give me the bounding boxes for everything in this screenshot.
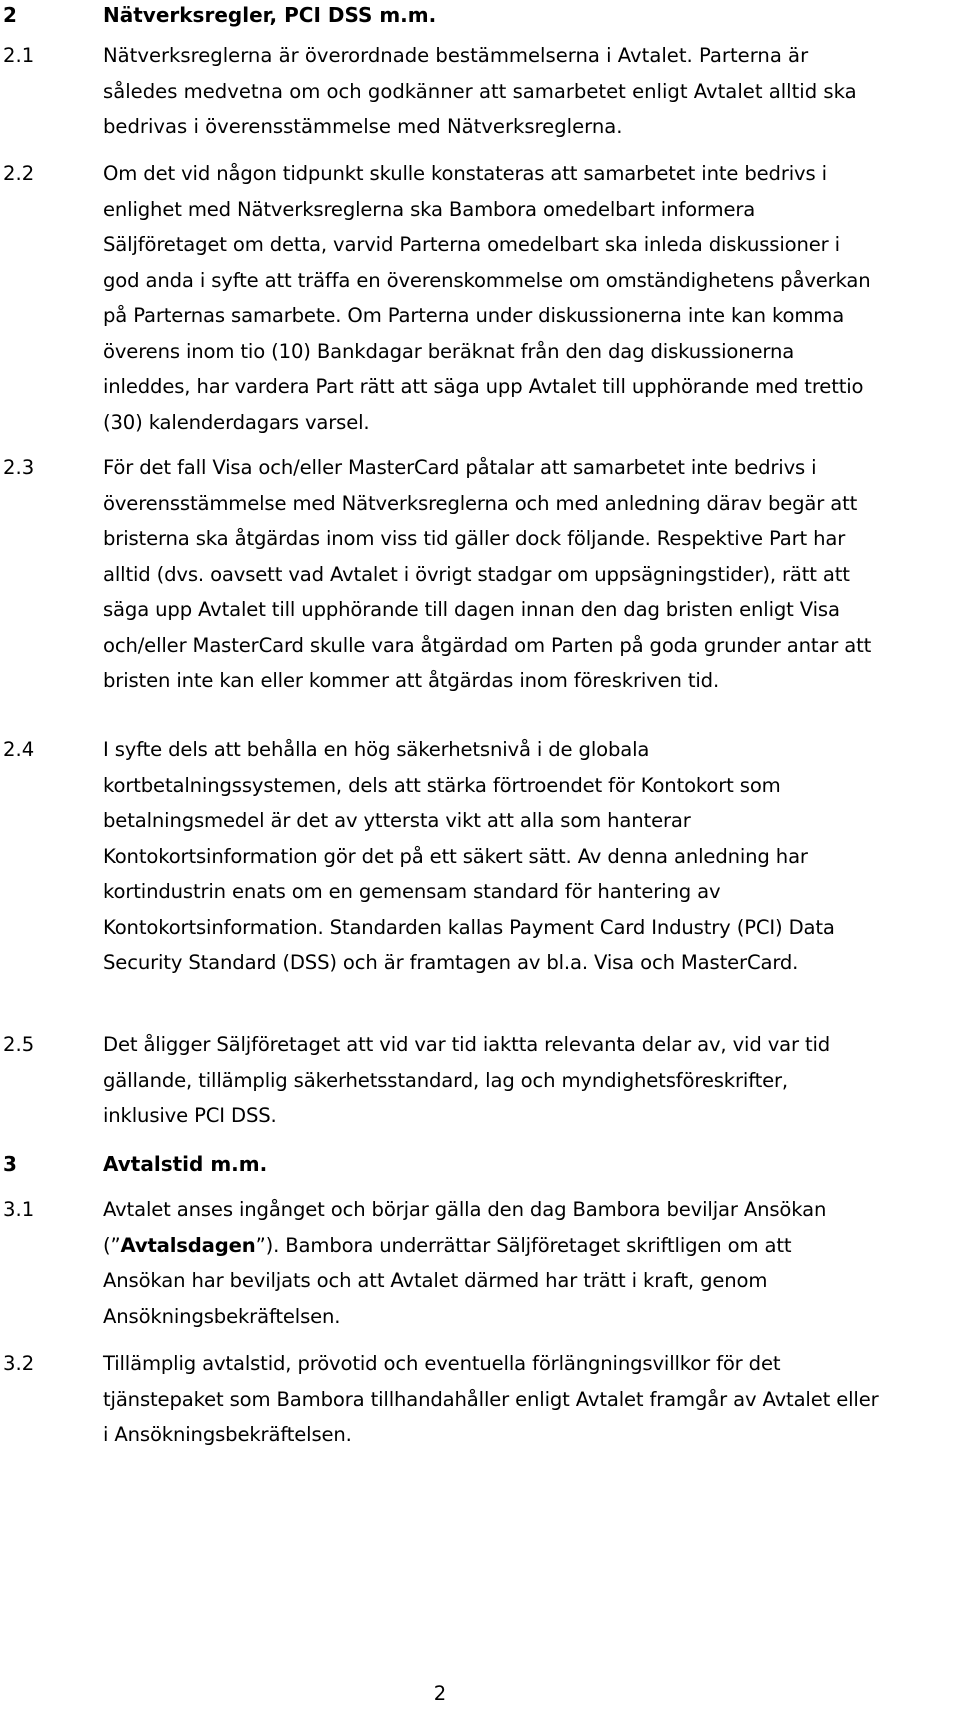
clause-number: 3.1	[3, 1198, 35, 1221]
clause-text: Nätverksreglerna är överordnade bestämmelserna i Avtalet. Parterna är således medvetna om och godkänner att samarbetet enligt Avtalet alltid ska bedrivas i överensstämmelse med Nätverksreglerna.	[103, 44, 857, 138]
section-title: Avtalstid m.m.	[103, 1152, 268, 1176]
clause-text-after: ”). Bambora underrättar Säljföretaget skriftligen om att Ansökan har beviljats och att Avtalet därmed har trätt i kraft, genom Ansökningsbekräftelsen.	[103, 1233, 792, 1328]
section-number: 2	[3, 3, 17, 27]
clause-number: 2.4	[3, 738, 35, 761]
clause-text: Tillämplig avtalstid, prövotid och eventuella förlängningsvillkor för det tjänstepaket som Bambora tillhandahåller enligt Avtalet framgår av Avtalet eller i Ansökningsbekräftelsen.	[103, 1352, 879, 1446]
defined-term: Avtalsdagen	[120, 1233, 256, 1257]
clause-text: Det åligger Säljföretaget att vid var tid iaktta relevanta delar av, vid var tid gällande, tillämplig säkerhetsstandard, lag och myndighetsföreskrifter, inklusive PCI DSS.	[103, 1033, 831, 1127]
clause-number: 2.3	[3, 456, 35, 479]
clause-number: 2.5	[3, 1033, 35, 1056]
section-title: Nätverksregler, PCI DSS m.m.	[103, 3, 437, 27]
clause-text-before: Avtalet anses ingånget och börjar gälla den dag Bambora beviljar Ansökan (”	[103, 1198, 827, 1257]
clause-text	[103, 1192, 879, 1334]
clause-text: Om det vid någon tidpunkt skulle konstateras att samarbetet inte bedrivs i enlighet med Nätverksreglerna ska Bambora omedelbart informera Säljföretaget om detta, varvid Parterna omedelbart ska inleda diskussioner i god anda i syfte att träffa en överenskommelse om omständighetens påverkan på Parternas samarbete. Om Parterna under diskussionerna inte kan komma överens inom tio (10) Bankdagar beräknat från den dag diskussionerna inleddes, har vardera Part rätt att säga upp Avtalet till upphörande med trettio (30) kalenderdagars varsel.	[103, 162, 871, 434]
clause-number: 3.2	[3, 1352, 35, 1375]
clause-text: I syfte dels att behålla en hög säkerhetsnivå i de globala kortbetalningssystemen, dels att stärka förtroendet för Kontokort som betalningsmedel är det av yttersta vikt att alla som hanterar Kontokortsinformation gör det på ett säkert sätt. Av denna anledning har kortindustrin enats om en gemensam standard för hantering av Kontokortsinformation. Standarden kallas Payment Card Industry (PCI) Data Security Standard (DSS) och är framtagen av bl.a. Visa och MasterCard.	[103, 738, 835, 974]
clause-number: 2.1	[3, 44, 35, 67]
clause-text: För det fall Visa och/eller MasterCard påtalar att samarbetet inte bedrivs i överensstämmelse med Nätverksreglerna och med anledning därav begär att bristerna ska åtgärdas inom viss tid gäller dock följande. Respektive Part har alltid (dvs. oavsett vad Avtalet i övrigt stadgar om uppsägningstider), rätt att säga upp Avtalet till upphörande till dagen innan den dag bristen enligt Visa och/eller MasterCard skulle vara åtgärdad om Parten på goda grunder antar att bristen inte kan eller kommer att åtgärdas inom föreskriven tid.	[103, 456, 872, 692]
section-number: 3	[3, 1152, 17, 1176]
page-number: 2	[433, 1682, 447, 1705]
clause-number: 2.2	[3, 162, 35, 185]
